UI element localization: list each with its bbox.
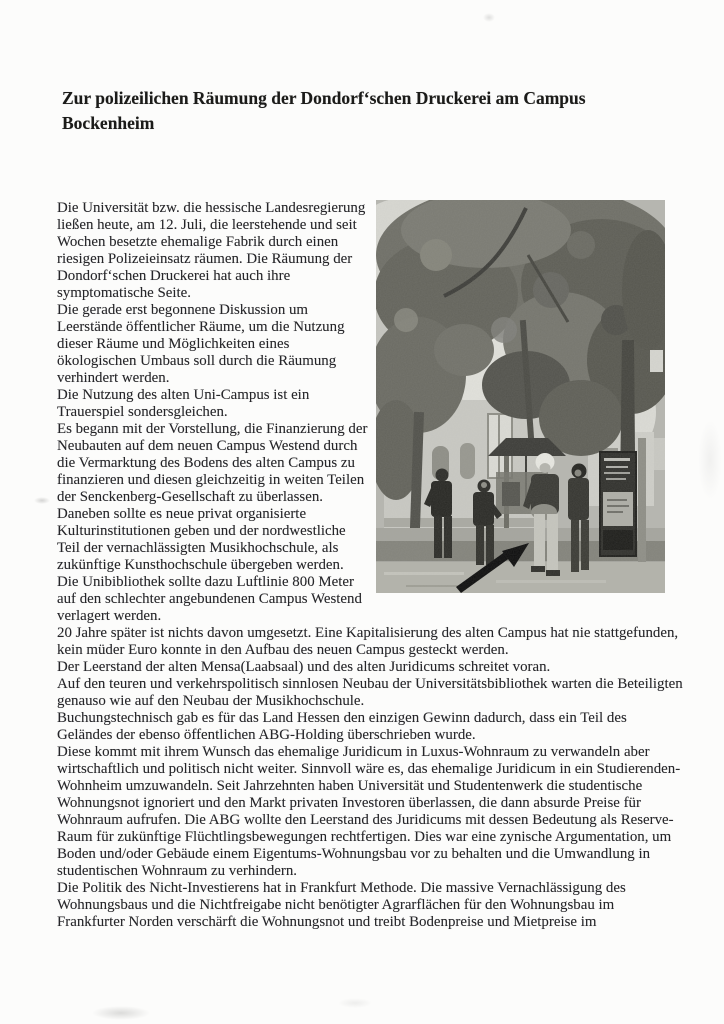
- paragraph-buchungstechnisch: Buchungstechnisch gab es für das Land Hessen den einzigen Gewinn dadurch, dass ein Teil des Geländes der ebenso öffentlichen ABG-Holding überschrieben wurde.: [57, 710, 627, 743]
- photo-grain: [376, 200, 665, 593]
- scan-smudge-left-margin: [34, 497, 50, 504]
- scan-smudge-right-edge: [698, 420, 722, 500]
- paragraph-diskussion: Die gerade erst begonnene Diskussion um Leerstände öffentlicher Räume, um die Nutzung dieser Räume und Möglichkeiten eines ökologischen Umbaus soll durch die Räumung verhindert werden.: [57, 302, 345, 386]
- article-body: [57, 200, 684, 931]
- paragraph-neubau: Auf den teuren und verkehrspolitisch sinnlosen Neubau der Universitätsbibliothek warten die Beteiligten genauso wie auf den Neubau der Musikhochschule.: [57, 676, 683, 709]
- photo-druckerei-scene: [376, 200, 665, 593]
- paragraph-20-jahre: 20 Jahre später ist nichts davon umgesetzt. Eine Kapitalisierung des alten Campus hat nie stattgefunden, kein müder Euro konnte in den Aufbau des neuen Campus gesteckt werden.: [57, 625, 679, 658]
- scan-smudge-bottom-center: [338, 998, 372, 1008]
- paragraph-unibibliothek: Die Unibibliothek sollte dazu Luftlinie 800 Meter auf den schlechter angebundenen Campus Westend verlagert werden.: [57, 574, 362, 624]
- paragraph-kulturinstitutionen: Daneben sollte es neue privat organisierte Kulturinstitutionen geben und der nordwestliche Teil der vernachlässigten Musikhochschule, als zukünftige Kunsthochschule übergeben werden.: [57, 506, 346, 573]
- paragraph-raeumung: Die Universität bzw. die hessische Landesregierung ließen heute, am 12. Juli, die leerstehende und seit Wochen besetzte ehemalige Fabrik durch einen riesigen Polizeieinsatz räumen. Die Räumung der Dondorf‘schen Druckerei hat auch ihre symptomatische Seite.: [57, 200, 366, 301]
- page-title: Zur polizeilichen Räumung der Dondorf‘schen Druckerei am Campus Bockenheim: [62, 88, 586, 133]
- paragraph-nicht-investieren: Die Politik des Nicht-Investierens hat in Frankfurt Methode. Die massive Vernachlässigung des Wohnungsbaus und die Nichtfreigabe nicht benötigter Agrarflächen für den Wohnungsbau im Frankfurter Norden verschärft die Wohnungsnot und treibt Bodenpreise und Mietpreise im: [57, 880, 626, 930]
- paragraph-vorstellung: Es begann mit der Vorstellung, die Finanzierung der Neubauten auf dem neuen Campus Westend durch die Vermarktung des Bodens des alten Campus zu finanzieren und diesen gleichzeitig in weiten Teilen der Senckenberg-Gesellschaft zu überlassen.: [57, 421, 368, 505]
- paragraph-abg-juridicum: Diese kommt mit ihrem Wunsch das ehemalige Juridicum in Luxus-Wohnraum zu verwandeln aber wirtschaftlich und politisch nicht weiter. Sinnvoll wäre es, das ehemalige Juridicum in ein Studierenden-Wohnheim umzuwandeln. Seit Jahrzehnten haben Universität und Studentenwerk die studentische Wohnungsnot ignoriert und den Markt privaten Investoren überlassen, die dann absurde Preise für Wohnraum aufrufen. Die ABG wollte den Leerstand des Juridicums mit dessen Bedeutung als Reserve-Raum für zukünftige Flüchtlingsbewegungen rechtfertigen. Dies war eine zynische Argumentation, um Boden und/oder Gebäude einem Eigentums-Wohnungsbau vor zu behalten und die Umwandlung in studentischen Wohnraum zu verhindern.: [57, 744, 681, 879]
- scan-smudge-bottom-left: [92, 1006, 150, 1020]
- article-photo: [376, 200, 665, 593]
- scan-smudge-top-right: [483, 13, 495, 22]
- paragraph-trauerspiel: Die Nutzung des alten Uni-Campus ist ein Trauerspiel sondersgleichen.: [57, 387, 310, 420]
- paragraph-leerstand: Der Leerstand der alten Mensa(Laabsaal) und des alten Juridicums schreitet voran.: [57, 659, 551, 675]
